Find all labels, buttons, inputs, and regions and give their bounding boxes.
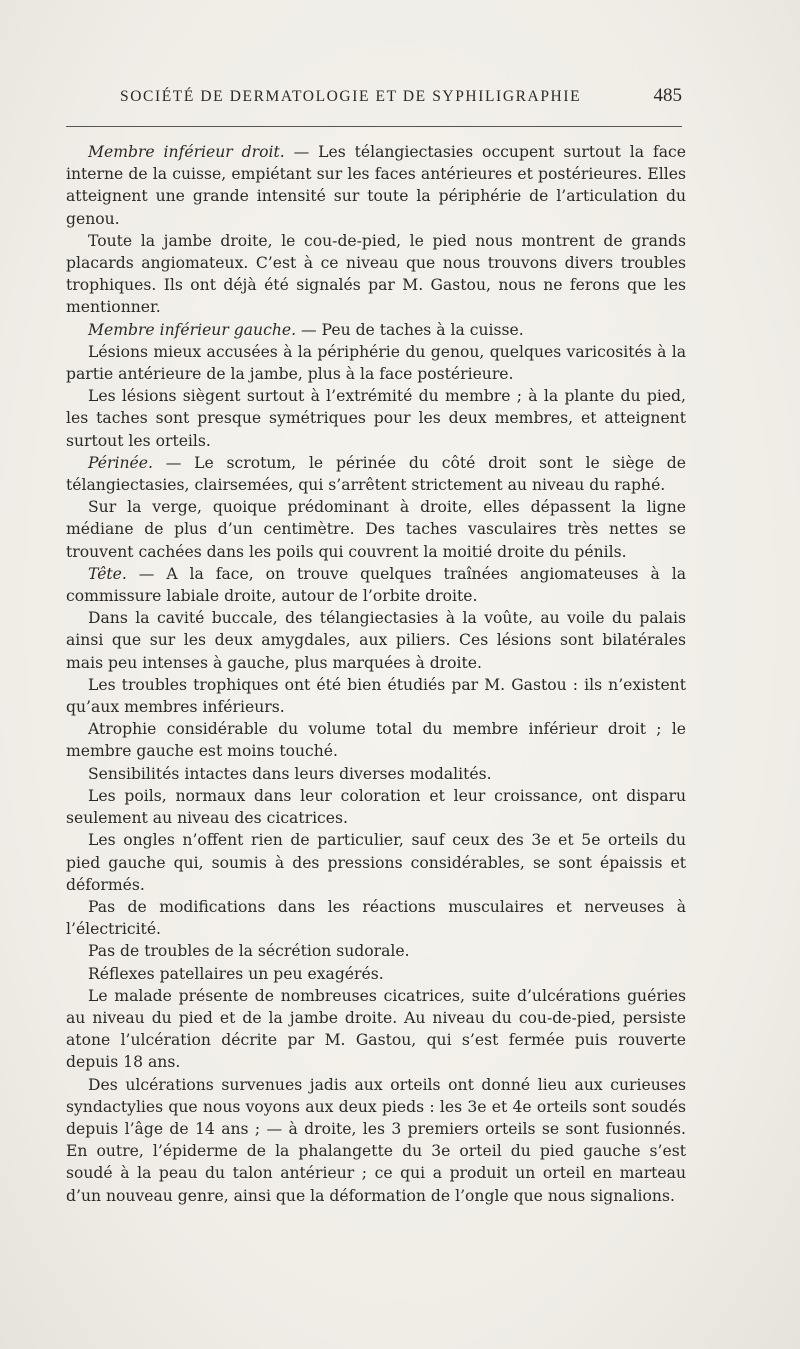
page-number: 485 bbox=[653, 85, 682, 106]
paragraph bbox=[66, 607, 686, 674]
paragraph bbox=[66, 230, 686, 319]
page-header bbox=[120, 85, 686, 114]
body-text bbox=[66, 141, 686, 1207]
paragraph-tete bbox=[66, 563, 686, 607]
paragraph-text: — Le scrotum, le périnée du côté droit sont le siège de télangiectasies, clairsemées, qui s’arrêtent strictement au niveau du raphé. bbox=[66, 453, 686, 495]
paragraph bbox=[66, 963, 686, 985]
paragraph-perinee bbox=[66, 452, 686, 496]
paragraph-text: Sensibilités intactes dans leurs diverses modalités. bbox=[88, 764, 492, 783]
paragraph-lead: Périnée. bbox=[88, 453, 153, 472]
paragraph-text: Toute la jambe droite, le cou-de-pied, le pied nous montrent de grands placards angiomateux. C’est à ce niveau que nous trouvons divers troubles trophiques. Ils ont déjà été signalés par M. Gastou, nous ne ferons que les mentionner. bbox=[66, 231, 686, 317]
paragraph-text: Les troubles trophiques ont été bien étudiés par M. Gastou : ils n’existent qu’aux membres inférieurs. bbox=[66, 675, 686, 717]
paragraph-text: Des ulcérations survenues jadis aux orteils ont donné lieu aux curieuses syndactylies que nous voyons aux deux pieds : les 3e et 4e orteils sont soudés depuis l’âge de 14 ans ; — à droite, les 3 premiers orteils se sont fusionnés. En outre, l’épiderme de la phalangette du 3e orteil du pied gauche s’est soudé à la peau du talon antérieur ; ce qui a produit un orteil en marteau d’un nouveau genre, ainsi que la déformation de l’ongle que nous signalions. bbox=[66, 1075, 686, 1205]
paragraph-text: — Les télangiectasies occupent surtout la face interne de la cuisse, empiétant sur les faces antérieures et postérieures. Elles atteignent une grande intensité sur toute la périphérie de l’articulation du genou. bbox=[66, 143, 686, 228]
paragraph bbox=[66, 940, 686, 962]
paragraph-text: Dans la cavité buccale, des télangiectasies à la voûte, au voile du palais ainsi que sur les deux amygdales, aux piliers. Ces lésions sont bilatérales mais peu intenses à gauche, plus marquées à droite. bbox=[66, 609, 686, 672]
paragraph-text: Pas de troubles de la sécrétion sudorale. bbox=[88, 942, 410, 961]
paragraph-text: Sur la verge, quoique prédominant à droite, elles dépassent la ligne médiane de plus d’un centimètre. Des taches vasculaires très nettes se trouvent cachées dans les poils qui couvrent la moitié droite du pénils. bbox=[66, 498, 686, 561]
paragraph bbox=[66, 985, 686, 1074]
paragraph-membre-inferieur-gauche bbox=[66, 319, 686, 341]
paragraph-text: — Peu de taches à la cuisse. bbox=[296, 320, 524, 339]
paragraph-text: Les ongles n’offent rien de particulier, sauf ceux des 3e et 5e orteils du pied gauche qui, soumis à des pressions considérables, se sont épaissis et déformés. bbox=[66, 831, 686, 894]
header-rule bbox=[66, 126, 682, 127]
paragraph bbox=[66, 896, 686, 940]
paragraph bbox=[66, 763, 686, 785]
paragraph-text: Pas de modifications dans les réactions musculaires et nerveuses à l’électricité. bbox=[66, 897, 686, 939]
paragraph-lead: Membre inférieur droit. bbox=[88, 143, 285, 161]
paragraph-lead: Membre inférieur gauche. bbox=[88, 320, 297, 339]
paragraph bbox=[66, 785, 686, 829]
running-head: SOCIÉTÉ DE DERMATOLOGIE ET DE SYPHILIGRAPHIE bbox=[120, 88, 582, 105]
paragraph-text: Réflexes patellaires un peu exagérés. bbox=[88, 964, 384, 983]
paragraph bbox=[66, 385, 686, 452]
paragraph bbox=[66, 829, 686, 896]
paragraph-text: Atrophie considérable du volume total du membre inférieur droit ; le membre gauche est moins touché. bbox=[66, 720, 686, 761]
paragraph-membre-inferieur-droit bbox=[66, 141, 686, 230]
paragraph bbox=[66, 718, 686, 762]
paragraph-lead: Tête. bbox=[88, 564, 127, 583]
paragraph-text: Lésions mieux accusées à la périphérie du genou, quelques varicosités à la partie antérieure de la jambe, plus à la face postérieure. bbox=[66, 342, 686, 384]
paragraph-text: — A la face, on trouve quelques traînées angiomateuses à la commissure labiale droite, autour de l’orbite droite. bbox=[66, 564, 686, 606]
paragraph bbox=[66, 496, 686, 563]
paragraph bbox=[66, 674, 686, 718]
paragraph-text: Le malade présente de nombreuses cicatrices, suite d’ulcérations guéries au niveau du pied et de la jambe droite. Au niveau du cou-de-pied, persiste atone l’ulcération décrite par M. Gastou, qui s’est fermée puis rouverte depuis 18 ans. bbox=[66, 986, 686, 1072]
paragraph bbox=[66, 1074, 686, 1207]
paragraph-text: Les lésions siègent surtout à l’extrémité du membre ; à la plante du pied, les taches sont presque symétriques pour les deux membres, et atteignent surtout les orteils. bbox=[66, 387, 686, 450]
paragraph-text: Les poils, normaux dans leur coloration et leur croissance, ont disparu seulement au niveau des cicatrices. bbox=[66, 786, 686, 828]
paragraph bbox=[66, 341, 686, 385]
